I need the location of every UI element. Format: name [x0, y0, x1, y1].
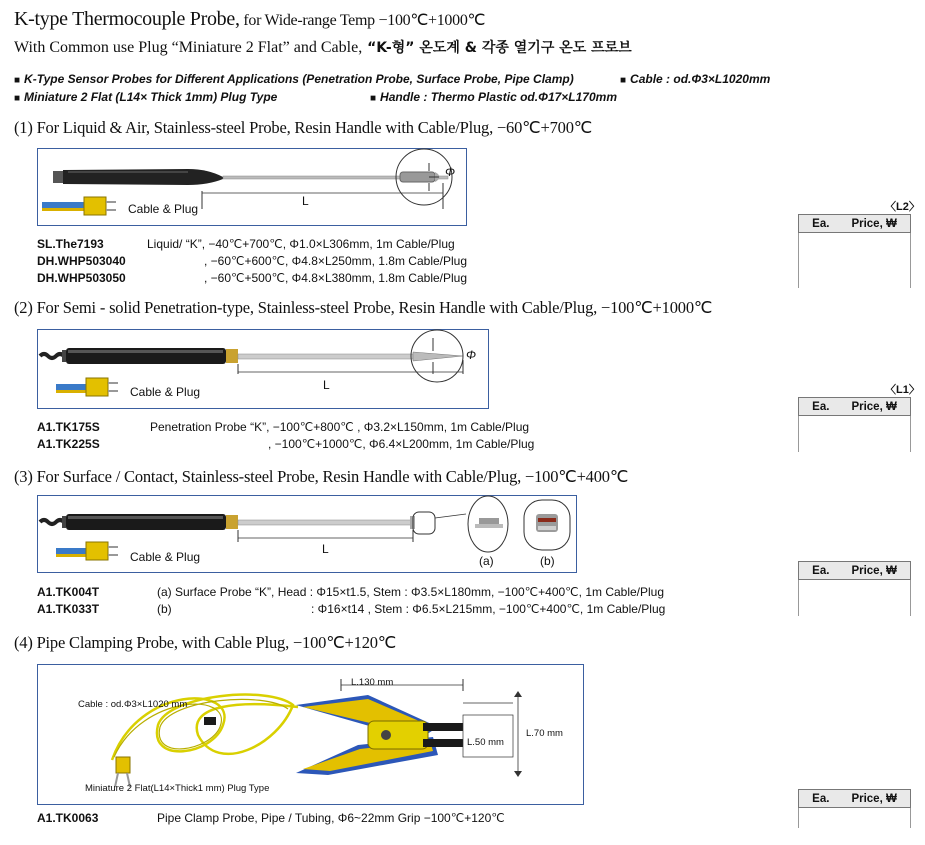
cable-plug-label: Cable & Plug	[128, 202, 199, 216]
price-header: Ea. Price, ₩	[798, 214, 911, 233]
price-header: Ea. Price, ₩	[798, 397, 911, 416]
section-1-image	[37, 148, 467, 226]
bullet-cable: ■ Cable : od.Φ3×L1020mm	[620, 72, 771, 86]
page-subtitle	[14, 37, 632, 57]
price-box	[798, 808, 911, 828]
product-desc: , −60℃+600℃, Φ4.8×L250mm, 1.8m Cable/Plug	[204, 254, 468, 268]
product-desc: (a) Surface Probe “K”, Head : Φ15×t1.5, Stem : Φ3.5×L180mm, −100℃+400℃, 1m Cable/Plug	[157, 585, 665, 599]
product-desc-prefix: (b)	[157, 602, 172, 616]
section-4-heading: (4) Pipe Clamping Probe, with Cable Plug, −100℃+120℃	[14, 633, 397, 652]
product-code: A1.TK0063	[37, 811, 99, 825]
price-box	[798, 416, 911, 452]
bullet-handle: ■ Handle : Thermo Plastic od.Φ17×L170mm	[370, 90, 617, 104]
section-3-image	[37, 495, 577, 573]
surface-probe-illustration	[38, 496, 578, 574]
section-2-heading: (2) For Semi - solid Penetration-type, Stainless-steel Probe, Resin Handle with Cable/Plug, −100℃+1000℃	[14, 298, 713, 317]
product-code: A1.TK004T	[37, 585, 100, 599]
length-label: L	[323, 378, 330, 392]
title-sub: for Wide-range Temp −100℃+1000℃	[239, 12, 486, 29]
product-code: SL.The7193	[37, 237, 104, 251]
plug-spec-label: Miniature 2 Flat(L14×Thick1 mm) Plug Type	[85, 783, 270, 794]
section-1-tag: 〈L2〉	[885, 201, 920, 213]
cable-plug-label: Cable & Plug	[130, 385, 201, 399]
product-code: A1.TK225S	[37, 437, 100, 451]
subtitle-en: With Common use Plug “Miniature 2 Flat” and Cable,	[14, 39, 363, 56]
product-desc: Liquid/ “K”, −40℃+700℃, Φ1.0×L306mm, 1m Cable/Plug	[147, 237, 455, 251]
length-label: L	[322, 542, 329, 556]
product-code: A1.TK033T	[37, 602, 100, 616]
section-2-image	[37, 329, 489, 409]
diameter-label: Φ	[445, 165, 456, 179]
product-desc: : Φ16×t14 , Stem : Φ6.5×L215mm, −100℃+400℃, 1m Cable/Plug	[311, 602, 666, 616]
product-code: A1.TK175S	[37, 420, 100, 434]
length-70-label: L.70 mm	[526, 728, 563, 739]
length-130-label: L.130 mm	[351, 677, 394, 688]
cable-spec-label: Cable : od.Φ3×L1020 mm	[78, 699, 188, 710]
variant-b-label: (b)	[540, 554, 555, 568]
title-main: K-type Thermocouple Probe,	[14, 8, 240, 30]
section-3-heading: (3) For Surface / Contact, Stainless-steel Probe, Resin Handle with Cable/Plug, −100℃+400℃	[14, 467, 629, 486]
liquid-probe-illustration	[38, 149, 468, 227]
price-box	[798, 233, 911, 288]
section-1-heading: (1) For Liquid & Air, Stainless-steel Probe, Resin Handle with Cable/Plug, −60℃+700℃	[14, 118, 593, 137]
product-code: DH.WHP503050	[37, 271, 126, 285]
cable-plug-label: Cable & Plug	[130, 550, 201, 564]
bullet-plug: ■ Miniature 2 Flat (L14× Thick 1mm) Plug Type	[14, 90, 278, 104]
variant-a-label: (a)	[479, 554, 494, 568]
price-header: Ea. Price, ₩	[798, 561, 911, 580]
product-desc: Pipe Clamp Probe, Pipe / Tubing, Φ6~22mm Grip −100℃+120℃	[157, 811, 505, 825]
product-desc: Penetration Probe “K”, −100℃+800℃ , Φ3.2×L150mm, 1m Cable/Plug	[150, 420, 530, 434]
length-50-label: L.50 mm	[467, 737, 504, 748]
subtitle-kr: “K-형” 온도계 & 각종 열기구 온도 프로브	[362, 40, 632, 56]
price-header: Ea. Price, ₩	[798, 789, 911, 808]
product-code: DH.WHP503040	[37, 254, 126, 268]
length-label: L	[302, 194, 309, 208]
product-desc: , −100℃+1000℃, Φ6.4×L200mm, 1m Cable/Plug	[268, 437, 535, 451]
page-title	[14, 8, 485, 31]
section-2-tag: 〈L1〉	[885, 384, 920, 396]
penetration-probe-illustration	[38, 330, 490, 410]
section-4-image	[37, 664, 584, 805]
product-desc: , −60℃+500℃, Φ4.8×L380mm, 1.8m Cable/Plug	[204, 271, 468, 285]
bullet-sensor-types: ■ K-Type Sensor Probes for Different Applications (Penetration Probe, Surface Probe, Pipe Clamp)	[14, 72, 574, 86]
price-box	[798, 580, 911, 616]
diameter-label: Φ	[466, 348, 477, 362]
